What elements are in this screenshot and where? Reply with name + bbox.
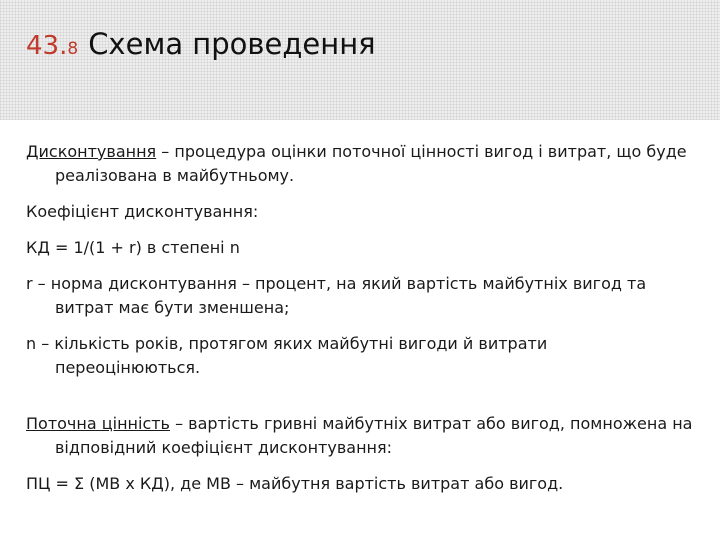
title-bar <box>0 0 720 120</box>
n-definition: n – кількість років, протягом яких майбутні вигоди й витрати переоцінюються. <box>26 334 548 377</box>
discounting-definition-text: – процедура оцінки поточної цінності вигод і витрат, що буде реалізована в майбутньому. <box>55 142 687 185</box>
slide-title <box>26 26 376 66</box>
pc-formula: ПЦ = Σ (МВ х КД), де МВ – майбутня вартість витрат або вигод. <box>26 474 564 493</box>
slide-number: 43. <box>26 31 68 61</box>
slide-title-text: Схема проведення <box>88 27 376 61</box>
present-value-term: Поточна цінність <box>26 414 170 433</box>
slide-body <box>26 140 696 508</box>
slide-subnumber: 8 <box>67 39 79 59</box>
discounting-definition <box>26 140 696 188</box>
present-value-definition-text: – вартість гривні майбутніх витрат або вигод, помножена на відповідний коефіцієнт дисконтування: <box>55 414 693 457</box>
r-definition: r – норма дисконтування – процент, на який вартість майбутніх вигод та витрат має бути зменшена; <box>26 274 647 317</box>
present-value-definition <box>26 412 696 460</box>
discounting-term: Дисконтування <box>26 142 157 161</box>
kd-formula: КД = 1/(1 + r) в степені n <box>26 238 240 257</box>
coefficient-heading: Коефіцієнт дисконтування: <box>26 202 259 221</box>
